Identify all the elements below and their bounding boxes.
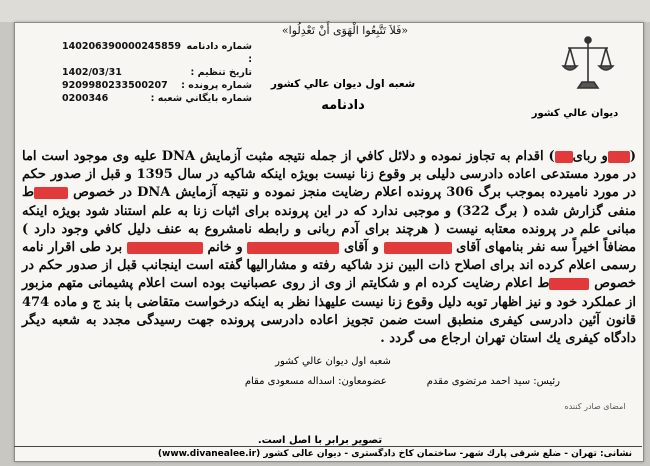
redaction-mark: [549, 278, 589, 290]
president-name: رئيس: سيد احمد مرتضوی مقدم: [426, 376, 560, 387]
meta-row-archive-number: شماره بايگاني شعبه : 0200346: [62, 93, 252, 104]
top-background-strip: [0, 0, 650, 22]
quran-verse: «فَلاَ تَتَّبِعُوا الْهَوَى أَنْ تَعْدِلُوا»: [281, 24, 409, 37]
website-link[interactable]: (www.divanealee.ir): [157, 449, 261, 459]
judgment-body: (و ربای) اقدام به تجاوز نموده و دلائل كافي از جمله نتيجه مثبت آزمايش DNA عليه وی موجود است اما در مورد مستدعی اعاده دادرسی دليلی بر وقوع زنا نيست بويژه اينكه شاكيه در سال 1395 و قبل از صدور حكم در مورد ناميرده بموجب برگ 306 پرونده اعلام رضايت منجز نموده و نتيجه آزمايش DNA در خصوص ط منفی گزارش شده ( برگ 322) و موجبی ندارد كه در اين پرونده برای اثبات زنا به علم استناد شود بويژه اينكه مبانی علم در پرونده معتابه نيست ( هرچند برای آدم ربانی و رابطه نامشروع به عنف دليل كافي وجود دارد ) مضافاً اخيراً سه نفر بنامهای آقای و آقای و خانم برد طی اقرار نامه رسمی اعلام كرده اند برای اصلاح ذات البين نزد شاكيه رفته و مشاراليها گفته است اينجانب قبل از صدور حكم در خصوص ط اعلام رضايت كرده ام و شكايتم از وی از روی عصبانيت بوده است اعلام پشيمانی متهم مزبور از عملكرد خود و نيز اظهار توبه دليل وقوع زنا نيست عليهذا نظر به اينكه درخواست متقاضی با بند ج و ماده 474 قانون آئين دادرسی كيفری منطبق است ضمن تجويز اعاده دادرسی پرونده جهت رسيدگی مجدد به شعبه ديگر دادگاه كيفری يك استان تهران ارجاع می گردد .: [22, 149, 637, 347]
document-title: دادنامه: [321, 98, 365, 113]
redaction-mark: [34, 187, 68, 199]
meta-row-case-number: شماره پرونده : 9209980233500207: [62, 80, 252, 91]
meta-row-judgment-number: شماره دادنامه : 140206390000245859: [62, 41, 252, 65]
court-branch: شعبه اول ديوان عالي كشور: [270, 78, 416, 90]
organization-name: ديوان عالي كشور: [531, 108, 619, 119]
document-metadata: [62, 40, 252, 105]
redaction-mark: [247, 242, 339, 254]
footer-divider: [14, 446, 642, 447]
redaction-mark: [384, 242, 452, 254]
scales-of-justice-emblem-icon: [560, 32, 616, 96]
member-name: عضومعاون: اسداله مسعودی مقام: [244, 376, 387, 387]
meta-row-date: تاريخ تنظيم : 1402/03/31: [62, 67, 252, 78]
court-signature-block: شعبه اول ديوان عالي كشور: [275, 356, 391, 367]
redaction-mark: [608, 151, 630, 163]
issuer-signature-label: امضای صادر كننده: [564, 402, 626, 411]
judges-line: [130, 376, 560, 387]
redaction-mark: [127, 242, 203, 254]
redaction-mark: [555, 151, 573, 163]
footer-address: نشانی: تهران - ضلع شرقی پارك شهر- ساختمان كاخ دادگستری - ديوان عالی كشور (www.divanealee.ir): [157, 449, 632, 459]
certified-copy-note: تصوير برابر با اصل است.: [257, 435, 383, 446]
